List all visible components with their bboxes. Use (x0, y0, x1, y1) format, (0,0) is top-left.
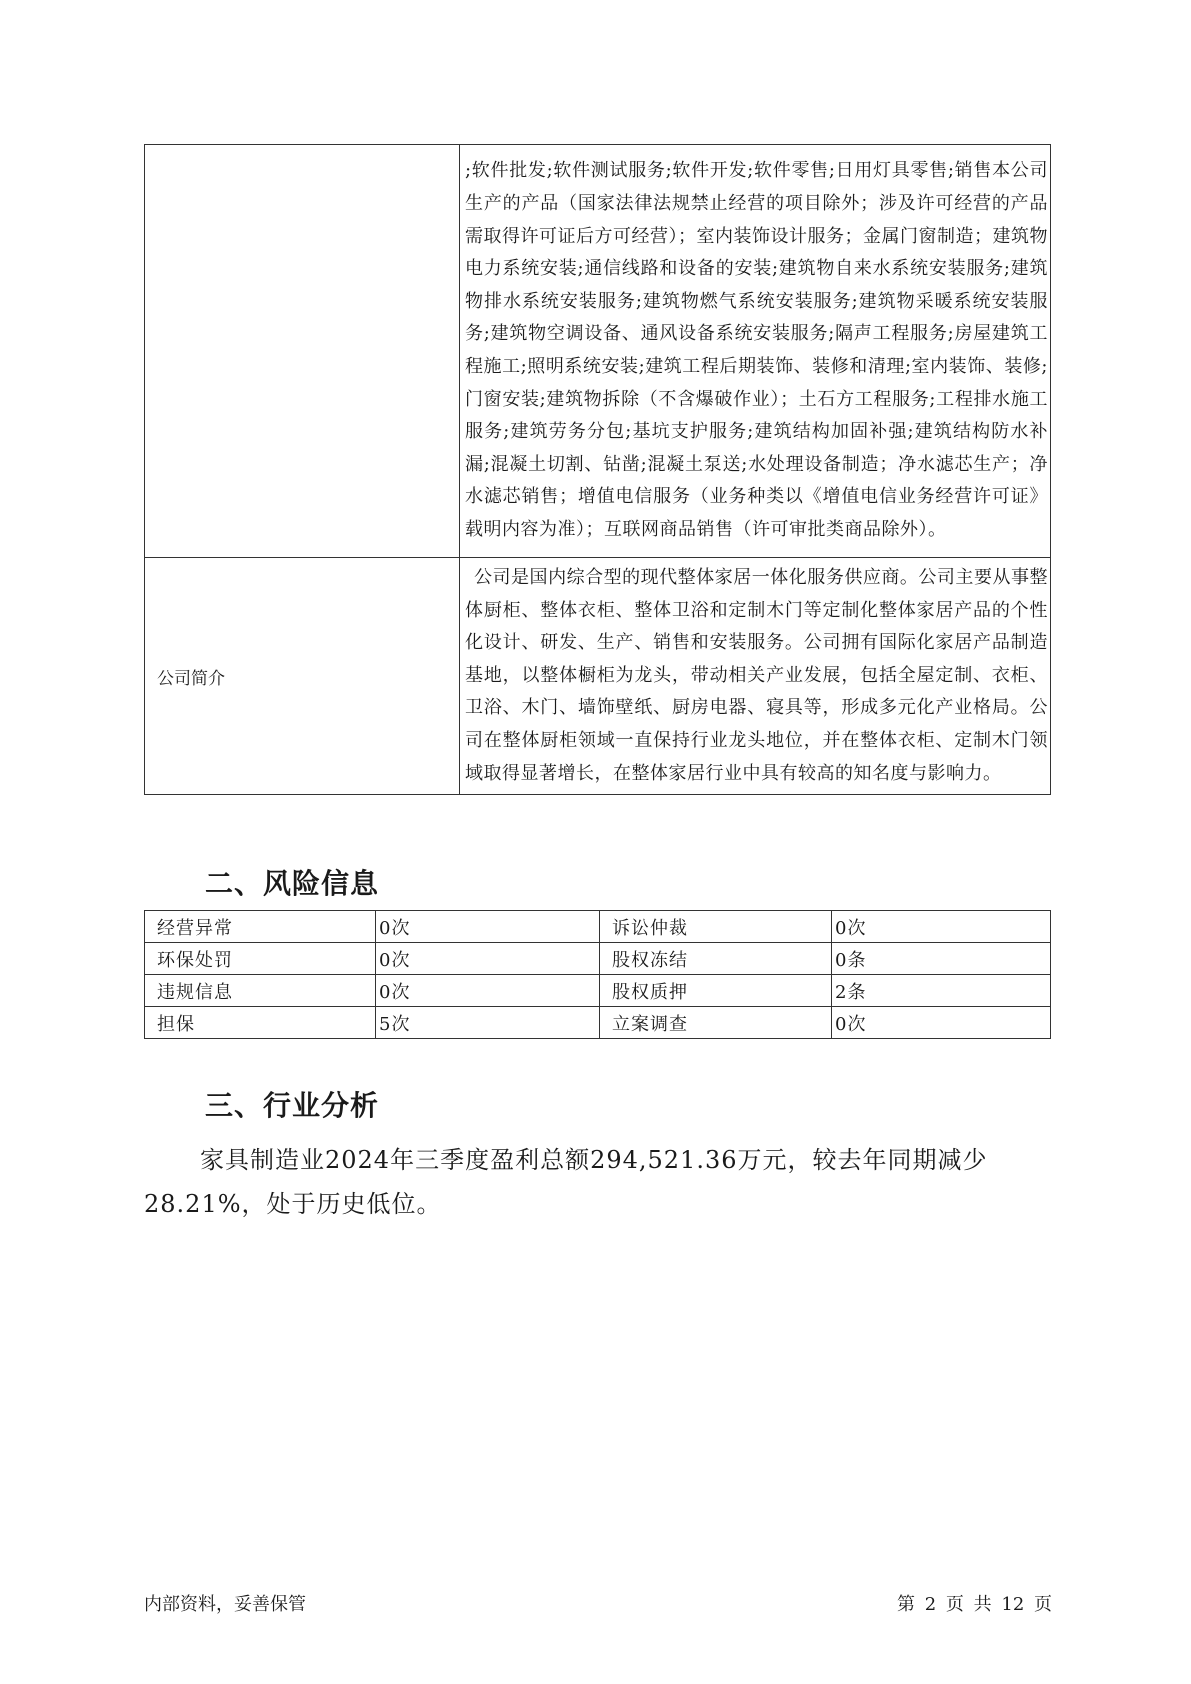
risk-value: 0次 (376, 943, 600, 975)
industry-analysis-paragraph: 家具制造业2024年三季度盈利总额294,521.36万元，较去年同期减少28.21%，处于历史低位。 (144, 1146, 988, 1218)
risk-section-title: 二、风险信息 (205, 867, 380, 900)
business-scope-text: ;软件批发;软件测试服务;软件开发;软件零售;日用灯具零售;销售本公司生产的产品（国家法律法规禁止经营的项目除外；涉及许可经营的产品需取得许可证后方可经营）；室内装饰设计服务；金属门窗制造；建筑物电力系统安装;通信线路和设备的安装;建筑物自来水系统安装服务;建筑物排水系统安装服务;建筑物燃气系统安装服务;建筑物采暖系统安装服务;建筑物空调设备、通风设备系统安装服务;隔声工程服务;房屋建筑工程施工;照明系统安装;建筑工程后期装饰、装修和清理;室内装饰、装修;门窗安装;建筑物拆除（不含爆破作业）；土石方工程服务;工程排水施工服务;建筑劳务分包;基坑支护服务;建筑结构加固补强;建筑结构防水补漏;混凝土切割、钻凿;混凝土泵送;水处理设备制造；净水滤芯生产；净水滤芯销售；增值电信服务（业务种类以《增值电信业务经营许可证》载明内容为准）；互联网商品销售（许可审批类商品除外）。 (460, 145, 1051, 558)
business-scope-label-cell (145, 145, 460, 558)
risk-value: 0次 (376, 911, 600, 943)
risk-label: 诉讼仲裁 (600, 911, 832, 943)
risk-label: 股权质押 (600, 975, 832, 1007)
company-profile-row (145, 558, 1051, 795)
industry-section-title: 三、行业分析 (205, 1089, 380, 1122)
risk-label: 环保处罚 (145, 943, 376, 975)
risk-value: 5次 (376, 1007, 600, 1039)
risk-label: 担保 (145, 1007, 376, 1039)
risk-value: 0次 (832, 911, 1051, 943)
risk-label: 违规信息 (145, 975, 376, 1007)
table-row (145, 911, 1051, 943)
risk-label: 股权冻结 (600, 943, 832, 975)
table-row (145, 1007, 1051, 1039)
risk-value: 2条 (832, 975, 1051, 1007)
footer-page-number: 第 2 页 共 12 页 (897, 1594, 1052, 1615)
risk-value: 0次 (376, 975, 600, 1007)
company-profile-text: 公司是国内综合型的现代整体家居一体化服务供应商。公司主要从事整体厨柜、整体衣柜、整体卫浴和定制木门等定制化整体家居产品的个性化设计、研发、生产、销售和安装服务。公司拥有国际化家居产品制造基地，以整体橱柜为龙头，带动相关产业发展，包括全屋定制、衣柜、卫浴、木门、墙饰壁纸、厨房电器、寝具等，形成多元化产业格局。公司在整体厨柜领域一直保持行业龙头地位，并在整体衣柜、定制木门领域取得显著增长，在整体家居行业中具有较高的知名度与影响力。 (460, 558, 1051, 795)
footer-confidential-note: 内部资料，妥善保管 (144, 1594, 306, 1615)
company-info-table (144, 144, 1051, 795)
risk-value: 0次 (832, 1007, 1051, 1039)
company-profile-label: 公司简介 (145, 558, 460, 795)
table-row (145, 943, 1051, 975)
risk-info-table (144, 910, 1051, 1039)
business-scope-row (145, 145, 1051, 558)
risk-label: 立案调查 (600, 1007, 832, 1039)
table-row (145, 975, 1051, 1007)
risk-label: 经营异常 (145, 911, 376, 943)
risk-value: 0条 (832, 943, 1051, 975)
